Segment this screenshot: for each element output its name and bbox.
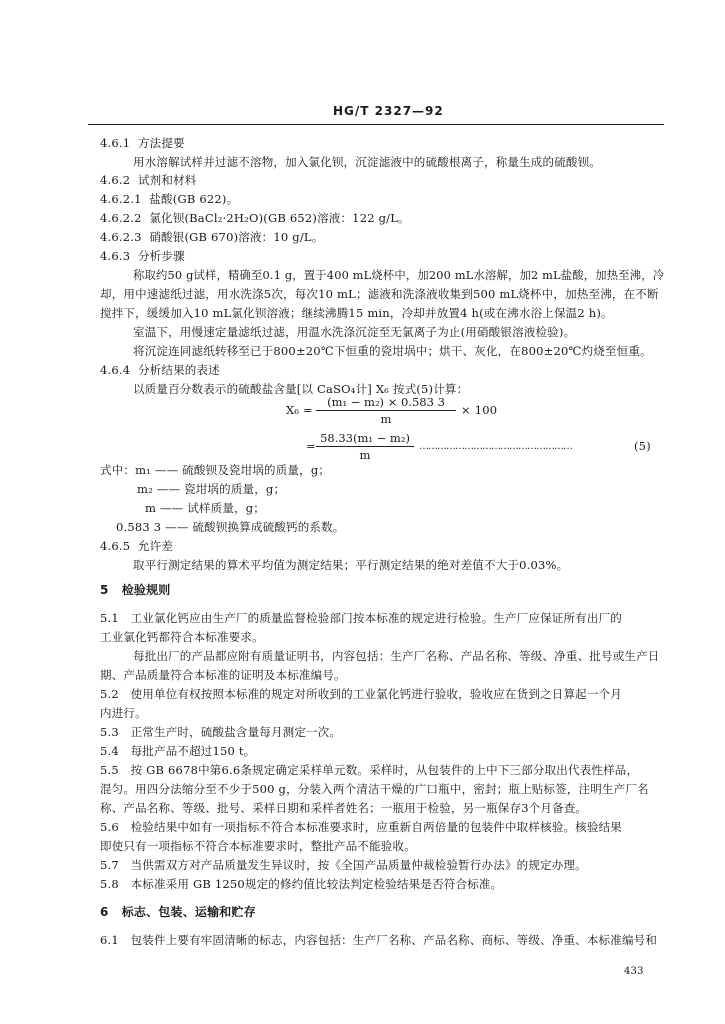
section-6-number: 6 xyxy=(100,905,109,919)
header-rule xyxy=(88,124,664,125)
section-5-heading xyxy=(100,583,171,598)
s462-number: 4.6.2 xyxy=(100,173,131,187)
s56-line-1: 5.6 检验结果中如有一项指标不符合本标准要求时，应重新自两倍量的包装件中取样核验。核验结果 xyxy=(100,820,622,834)
section-5-title: 检验规则 xyxy=(121,583,171,597)
eq1-denominator: m xyxy=(380,412,392,426)
s53-text: 5.3 正常生产时，硫酸盐含量每月测定一次。 xyxy=(100,725,342,739)
where-m: m —— 试样质量，g； xyxy=(145,501,265,515)
s55-line-2: 混匀。用四分法缩分至不少于500 g，分装入两个清洁干燥的广口瓶中，密封；瓶上贴标签，注明生产厂名 xyxy=(100,782,649,796)
eq1-tail: × 100 xyxy=(461,403,498,417)
s463-line-2: 却，用中速滤纸过滤，用水洗涤5次，每次10 mL；滤液和洗涤液收集到500 mL烧杯中，加热至沸，在不断 xyxy=(100,287,659,301)
s52-line-2: 内进行。 xyxy=(100,706,147,720)
s51-para-line-2: 期、产品质量符合本标准的证明及本标准编号。 xyxy=(100,668,346,682)
s55-line-3: 称、产品名称、等级、批号、采样日期和采样者姓名；一瓶用于检验，另一瓶保存3个月备查。 xyxy=(100,801,588,815)
eq2-lhs: = xyxy=(306,439,316,453)
page-number: 433 xyxy=(624,966,644,977)
s462-title: 试剂和材料 xyxy=(137,173,197,187)
s51-para-line-1: 每批出厂的产品都应附有质量证明书，内容包括：生产厂名称、产品名称、等级、净重、批号或生产日 xyxy=(133,649,660,663)
s463-title: 分析步骤 xyxy=(137,249,185,263)
eq2-fraction-bar xyxy=(316,446,414,447)
s464-number: 4.6.4 xyxy=(100,363,131,377)
s462-heading xyxy=(100,173,196,188)
s52-line-1: 5.2 使用单位有权按照本标准的规定对所收到的工业氯化钙进行验收，验收应在货到之日算起一个月 xyxy=(100,687,622,701)
standard-code-header: HG/T 2327—92 xyxy=(333,104,444,118)
s51-line-1: 5.1 工业氯化钙应由生产厂的质量监督检验部门按本标准的规定进行检验。生产厂应保证所有出厂的 xyxy=(100,611,622,625)
s463-line-3: 搅拌下，缓缓加入10 mL氯化钡溶液；继续沸腾15 min，冷却并放置4 h(或在沸水浴上保温2 h)。 xyxy=(100,306,613,320)
s61-line-1: 6.1 包装件上要有牢固清晰的标志，内容包括：生产厂名称、产品名称、商标、等级、净重、本标准编号和 xyxy=(100,933,658,947)
s58-text: 5.8 本标准采用 GB 1250规定的修约值比较法判定检验结果是否符合标准。 xyxy=(100,877,503,891)
s55-line-1: 5.5 按 GB 6678中第6.6条规定确定采样单元数。采样时，从包装件的上中下三部分取出代表性样品， xyxy=(100,763,639,777)
s465-title: 允许差 xyxy=(137,539,174,553)
where-m1: 式中：m₁ —— 硫酸钡及瓷坩埚的质量，g； xyxy=(100,463,331,477)
s4623-text: 硝酸银(GB 670)溶液：10 g/L。 xyxy=(149,230,324,244)
eq2-leader-dots: …………………………………………… xyxy=(419,441,572,452)
s463-line-4: 室温下，用慢速定量滤纸过滤，用温水洗涤沉淀至无氯离子为止(用硝酸银溶液检验)。 xyxy=(133,325,576,339)
s4622-number: 4.6.2.2 xyxy=(100,211,142,225)
s4623-number: 4.6.2.3 xyxy=(100,230,142,244)
s4622-text: 氯化钡(BaCl₂·2H₂O)(GB 652)溶液：122 g/L。 xyxy=(149,211,410,225)
s54-text: 5.4 每批产品不超过150 t。 xyxy=(100,744,256,758)
s463-line-5: 将沉淀连同滤纸转移至已于800±20℃下恒重的瓷坩埚中；烘干、灰化，在800±20℃灼烧至恒重。 xyxy=(133,344,652,358)
s465-heading xyxy=(100,539,173,554)
s461-heading xyxy=(100,136,185,151)
s4621-text: 盐酸(GB 622)。 xyxy=(149,192,239,206)
s463-number: 4.6.3 xyxy=(100,249,131,263)
s463-heading xyxy=(100,249,185,264)
section-6-title: 标志、包装、运输和贮存 xyxy=(121,905,256,919)
s4623-item xyxy=(100,230,323,245)
s464-heading xyxy=(100,363,220,378)
eq1-numerator: (m₁ − m₂) × 0.583 3 xyxy=(327,395,445,409)
s465-text: 取平行测定结果的算术平均值为测定结果；平行测定结果的绝对差值不大于0.03%。 xyxy=(133,558,569,572)
s4622-item xyxy=(100,211,410,226)
s464-intro: 以质量百分数表示的硫酸盐含量[以 CaSO₄计] X₆ 按式(5)计算： xyxy=(133,382,469,396)
s57-text: 5.7 当供需双方对产品质量发生异议时，按《全国产品质量仲裁检验暂行办法》的规定办理。 xyxy=(100,858,587,872)
s465-number: 4.6.5 xyxy=(100,539,131,553)
eq2-numerator: 58.33(m₁ − m₂) xyxy=(320,431,410,445)
s4621-number: 4.6.2.1 xyxy=(100,192,142,206)
s464-title: 分析结果的表述 xyxy=(137,363,220,377)
where-coefficient: 0.583 3 —— 硫酸钡换算成硫酸钙的系数。 xyxy=(116,520,345,534)
section-5-number: 5 xyxy=(100,583,109,597)
s51-line-2: 工业氯化钙都符合本标准要求。 xyxy=(100,630,264,644)
s461-number: 4.6.1 xyxy=(100,136,131,150)
s463-line-1: 称取约50 g试样，精确至0.1 g，置于400 mL烧杯中，加200 mL水溶解，加2 mL盐酸，加热至沸，冷 xyxy=(133,268,665,282)
eq1-fraction-bar xyxy=(316,410,456,411)
section-6-heading xyxy=(100,905,256,920)
s461-title: 方法提要 xyxy=(137,136,185,150)
eq1-lhs: X₆ = xyxy=(286,403,313,417)
equation-number: (5) xyxy=(634,439,651,453)
s56-line-2: 即使只有一项指标不符合本标准要求时，整批产品不能验收。 xyxy=(100,839,416,853)
where-m2: m₂ —— 瓷坩埚的质量，g； xyxy=(137,482,286,496)
eq2-denominator: m xyxy=(359,448,371,462)
s4621-item xyxy=(100,192,238,207)
s461-text: 用水溶解试样并过滤不溶物，加入氯化钡，沉淀滤液中的硫酸根离子，称量生成的硫酸钡。 xyxy=(133,155,601,169)
